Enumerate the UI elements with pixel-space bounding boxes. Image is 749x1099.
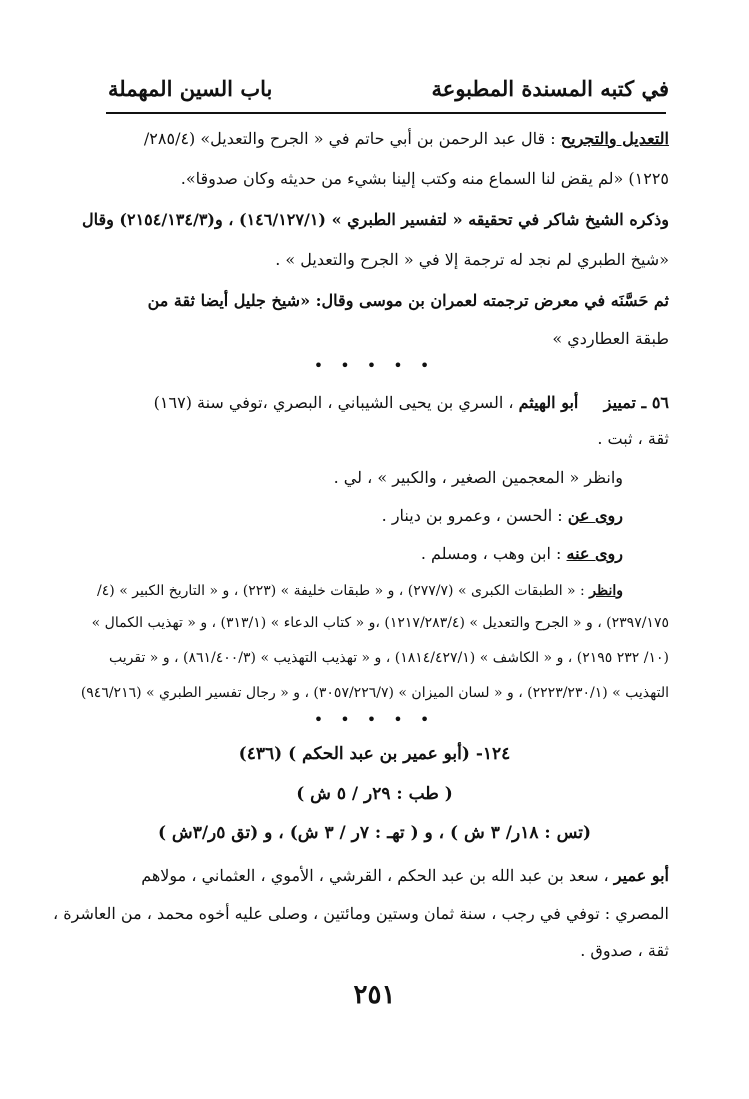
text-line: ثقة ، ثبت .	[597, 429, 669, 448]
line-text: : قال عبد الرحمن بن أبي حاتم في « الجرح والتعديل» (٢٨٥/٤/	[143, 129, 556, 148]
entry-heading-line	[79, 392, 669, 414]
entry-name: أبو الهيثم	[518, 393, 579, 412]
text-line	[33, 580, 623, 602]
text-line: وانظر « المعجمين الصغير ، والكبير » ، لي .	[333, 468, 623, 487]
text-line: ثقة ، صدوق .	[580, 941, 669, 960]
text-line: طبقة العطاردي »	[552, 329, 669, 348]
separator-dots: • • • • •	[313, 356, 436, 375]
text-line: المصري : توفي في رجب ، سنة ثمان وستين ومائتين ، وصلى عليه أخوه محمد ، من العاشرة ،	[53, 904, 669, 923]
text-line: وذكره الشيخ شاكر في تحقيقه « لتفسير الطبري » (١٤٦/١٢٧/١) ، و(٢١٥٤/١٣٤/٣) وقال	[81, 210, 669, 229]
line-text: ، السري بن يحيى الشيباني ، البصري ،توفي سنة (١٦٧)	[153, 393, 514, 412]
text-line	[79, 865, 669, 887]
text-line	[79, 128, 669, 150]
text-line: ٢٣٩٧/١٧٥) ، و « الجرح والتعديل » (١٢١٧/٢٨٣/٤) ،و « كتاب الدعاء » (٣١٣/١) ، و « تهذيب الكمال »	[91, 615, 669, 631]
text-line: (١٠/ ٢٣٢ ٢١٩٥) ، و « الكاشف » (١٨١٤/٤٢٧/١) ، و « تهذيب التهذيب » (٨٦١/٤٠٠/٣) ، و « تقريب	[109, 650, 669, 666]
text-line: ثم حَسَّنَه في معرض ترجمته لعمران بن موسى وقال: «شيخ جليل أيضا ثقة من	[147, 291, 669, 310]
section-label: روى عنه	[566, 544, 623, 563]
section-label: وانظر	[589, 583, 623, 599]
separator-dots: • • • • •	[313, 710, 436, 729]
section-label: روى عن	[567, 506, 623, 525]
text-line: ١٢٢٥) «لم يقض لنا السماع منه وكتب إلينا بشيء من حديثه وكان صدوقا».	[180, 169, 669, 188]
entry-name: أبو عمير	[613, 866, 669, 885]
running-header-chapter: باب السين المهملة	[108, 76, 273, 101]
header-rule	[106, 112, 666, 114]
entry-number: ٥٦ ـ تمييز	[603, 393, 669, 412]
text-line: التهذيب » (٢٢٢٣/٢٣٠/١) ، و « لسان الميزان » (٣٠٥٧/٢٢٦/٧) ، و « رجال تفسير الطبري » (٩٤٦/٢١٦)	[80, 685, 669, 701]
page-number: ٢٥١	[353, 980, 396, 1010]
entry-subtitle: ( طب : ٢٩ر / ٥ ش )	[296, 784, 453, 804]
entry-title: ١٢٤- (أبو عمير بن عبد الحكم ) (٤٣٦)	[238, 744, 511, 764]
line-text: : الحسن ، وعمرو بن دينار .	[381, 506, 563, 525]
section-label: التعديل والتجريح	[560, 129, 669, 148]
entry-subtitle: (تس : ١٨ر/ ٣ ش ) ، و ( تهـ : ٧ر / ٣ ش) ، و (تق ٥ر/٣ش )	[157, 823, 592, 843]
line-text: : ابن وهب ، ومسلم .	[420, 544, 562, 563]
text-line	[33, 543, 623, 565]
text-line: «شيخ الطبري لم نجد له ترجمة إلا في « الجرح والتعديل » .	[275, 250, 669, 269]
running-header-title: في كتبه المسندة المطبوعة	[431, 76, 669, 101]
line-text: ، سعد بن عبد الله بن عبد الحكم ، القرشي ، الأموي ، العثماني ، مولاهم	[141, 866, 609, 885]
line-text: : « الطبقات الكبرى » (٢٧٧/٧) ، و « طبقات خليفة » (٢٢٣) ، و « التاريخ الكبير » (٤/	[97, 583, 585, 599]
text-line	[33, 505, 623, 527]
